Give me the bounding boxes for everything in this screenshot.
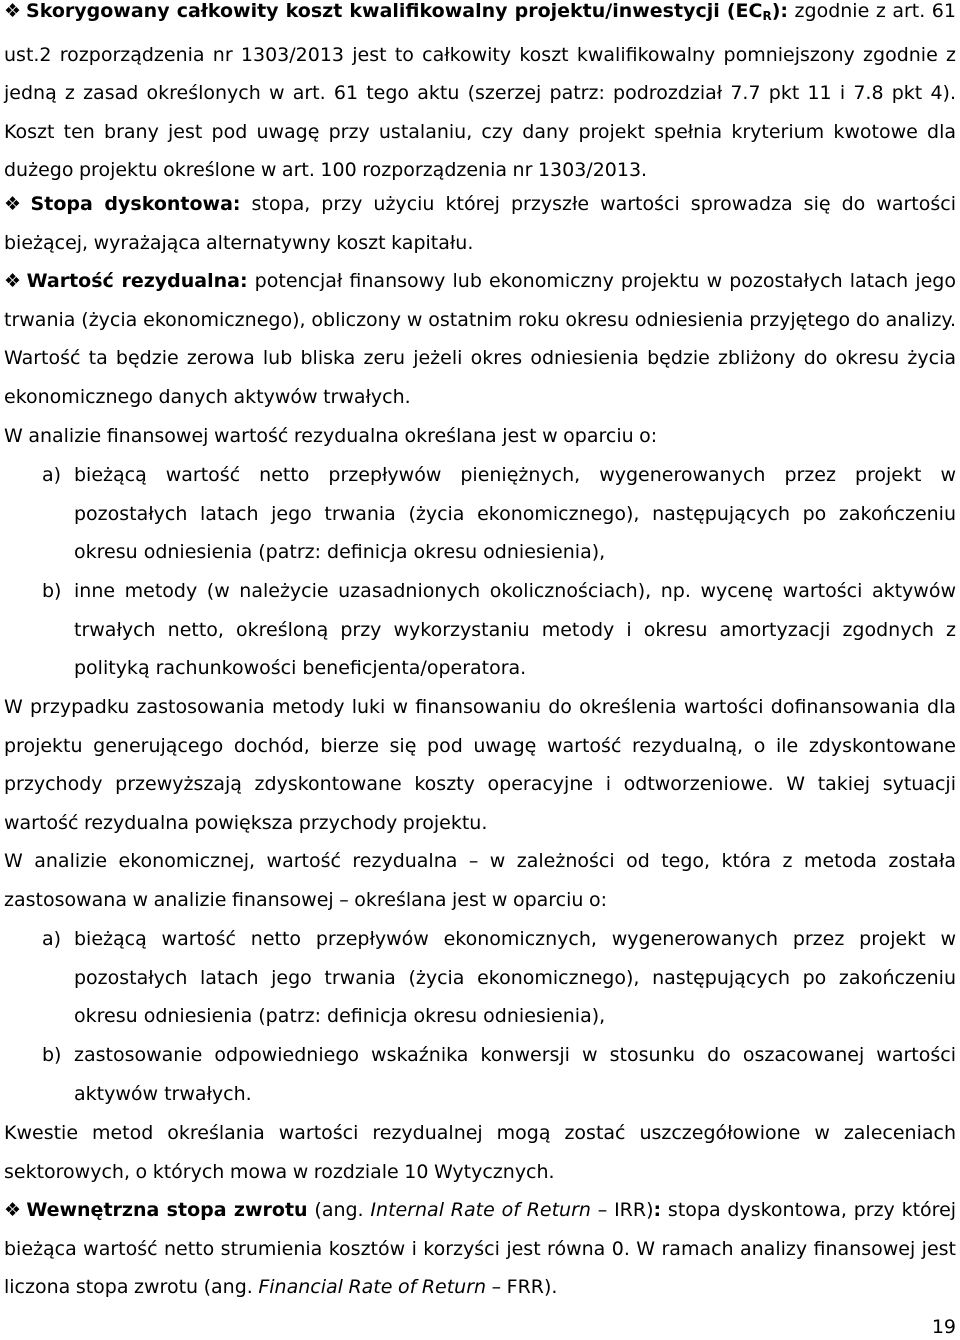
term-discount-rate: Stopa dyskontowa: [30,193,241,215]
diamond-bullet-icon: ❖ [4,0,23,22]
definition-discount-rate [4,185,956,262]
list-item: a) bieżącą wartość netto przepływów pieniężnych, wygenerowanych przez projekt w pozostałych latach jego trwania (życia ekonomicznego), następujących po zakończeniu okresu odniesienia (patrz: definicja okresu odniesienia), [42,464,956,563]
definition-text: stopa, przy użyciu której przyszłe wartości sprowadza się do wartości bieżącej, wyrażająca alternatywny koszt kapitału. [4,193,956,254]
paragraph-economic-analysis: W analizie ekonomicznej, wartość rezydualna – w zależności od tego, która z metoda została zastosowana w analizie finansowej – określana jest w oparciu o: [4,850,956,911]
definition-irr: ❖ Wewnętrzna stopa zwrotu (ang. Internal Rate of Return – IRR): stopa dyskontowa, przy której bieżąca wartość netto strumienia kosztów i korzyści jest równa 0. W ramach analizy finansowej jest liczona stopa zwrotu (ang. Financial Rate of Return – FRR). [4,1199,957,1298]
term-residual-value: Wartość rezydualna: [26,270,248,292]
list-item: a) bieżącą wartość netto przepływów ekonomicznych, wygenerowanych przez projekt w pozostałych latach jego trwania (życia ekonomicznego), następujących po zakończeniu okresu odniesienia (patrz: definicja okresu odniesienia), [42,928,956,1027]
paragraph-funding-gap: W przypadku zastosowania metody luki w finansowaniu do określenia wartości dofinansowania dla projektu generującego dochód, bierze się pod uwagę wartość rezydualną, o ile zdyskontowane przychody przewyższają zdyskontowane koszty operacyjne i odtworzeniowe. W takiej sytuacji wartość rezydualna powiększa przychody projektu. [4,696,956,834]
list-item: b) inne metody (w należycie uzasadnionych okolicznościach), np. wycenę wartości aktywów trwałych netto, określoną przy wykorzystaniu metody i okresu amortyzacji zgodnych z polityką rachunkowości beneficjenta/operatora. [42,580,956,679]
definition-ecr [4,0,956,190]
term-irr: Wewnętrzna stopa zwrotu [26,1199,308,1221]
definition-residual-value [4,262,956,416]
paragraph-sector-guidelines: Kwestie metod określania wartości rezydualnej mogą zostać uszczegółowione w zaleceniach sektorowych, o których mowa w rozdziale 10 Wytycznych. [4,1122,956,1183]
diamond-bullet-icon: ❖ [4,1199,23,1221]
term-ecr: Skorygowany całkowity koszt kwalifikowalny projektu/inwestycji $(EC_R)$: [26,0,789,23]
list-item: b) zastosowanie odpowiedniego wskaźnika konwersji w stosunku do oszacowanej wartości aktywów trwałych. [42,1044,956,1105]
definition-text: potencjał finansowy lub ekonomiczny projektu w pozostałych latach jego trwania (życia ekonomicznego), obliczony w ostatnim roku okresu odniesienia przyjętego do analizy. Wartość ta będzie zerowa lub bliska zeru jeżeli okres odniesienia będzie zbliżony do okresu życia ekonomicznego danych aktywów trwałych. [4,270,956,408]
paragraph-financial-analysis: W analizie finansowej wartość rezydualna określana jest w oparciu o: [4,425,658,447]
page-number: 19 [931,1316,956,1338]
diamond-bullet-icon: ❖ [4,193,27,215]
diamond-bullet-icon: ❖ [4,270,23,292]
definition-text: zgodnie z art. 61 ust.2 rozporządzenia nr 1303/2013 jest to całkowity koszt kwalifikowalny pomniejszony zgodnie z jedną z zasad określonych w art. 61 tego aktu (szerzej patrz: podrozdział 7.7 pkt 11 i 7.8 pkt 4). Koszt ten brany jest pod uwagę przy ustalaniu, czy dany projekt spełnia kryterium kwotowe dla dużego projektu określone w art. 100 rozporządzenia nr 1303/2013. [4,0,956,181]
